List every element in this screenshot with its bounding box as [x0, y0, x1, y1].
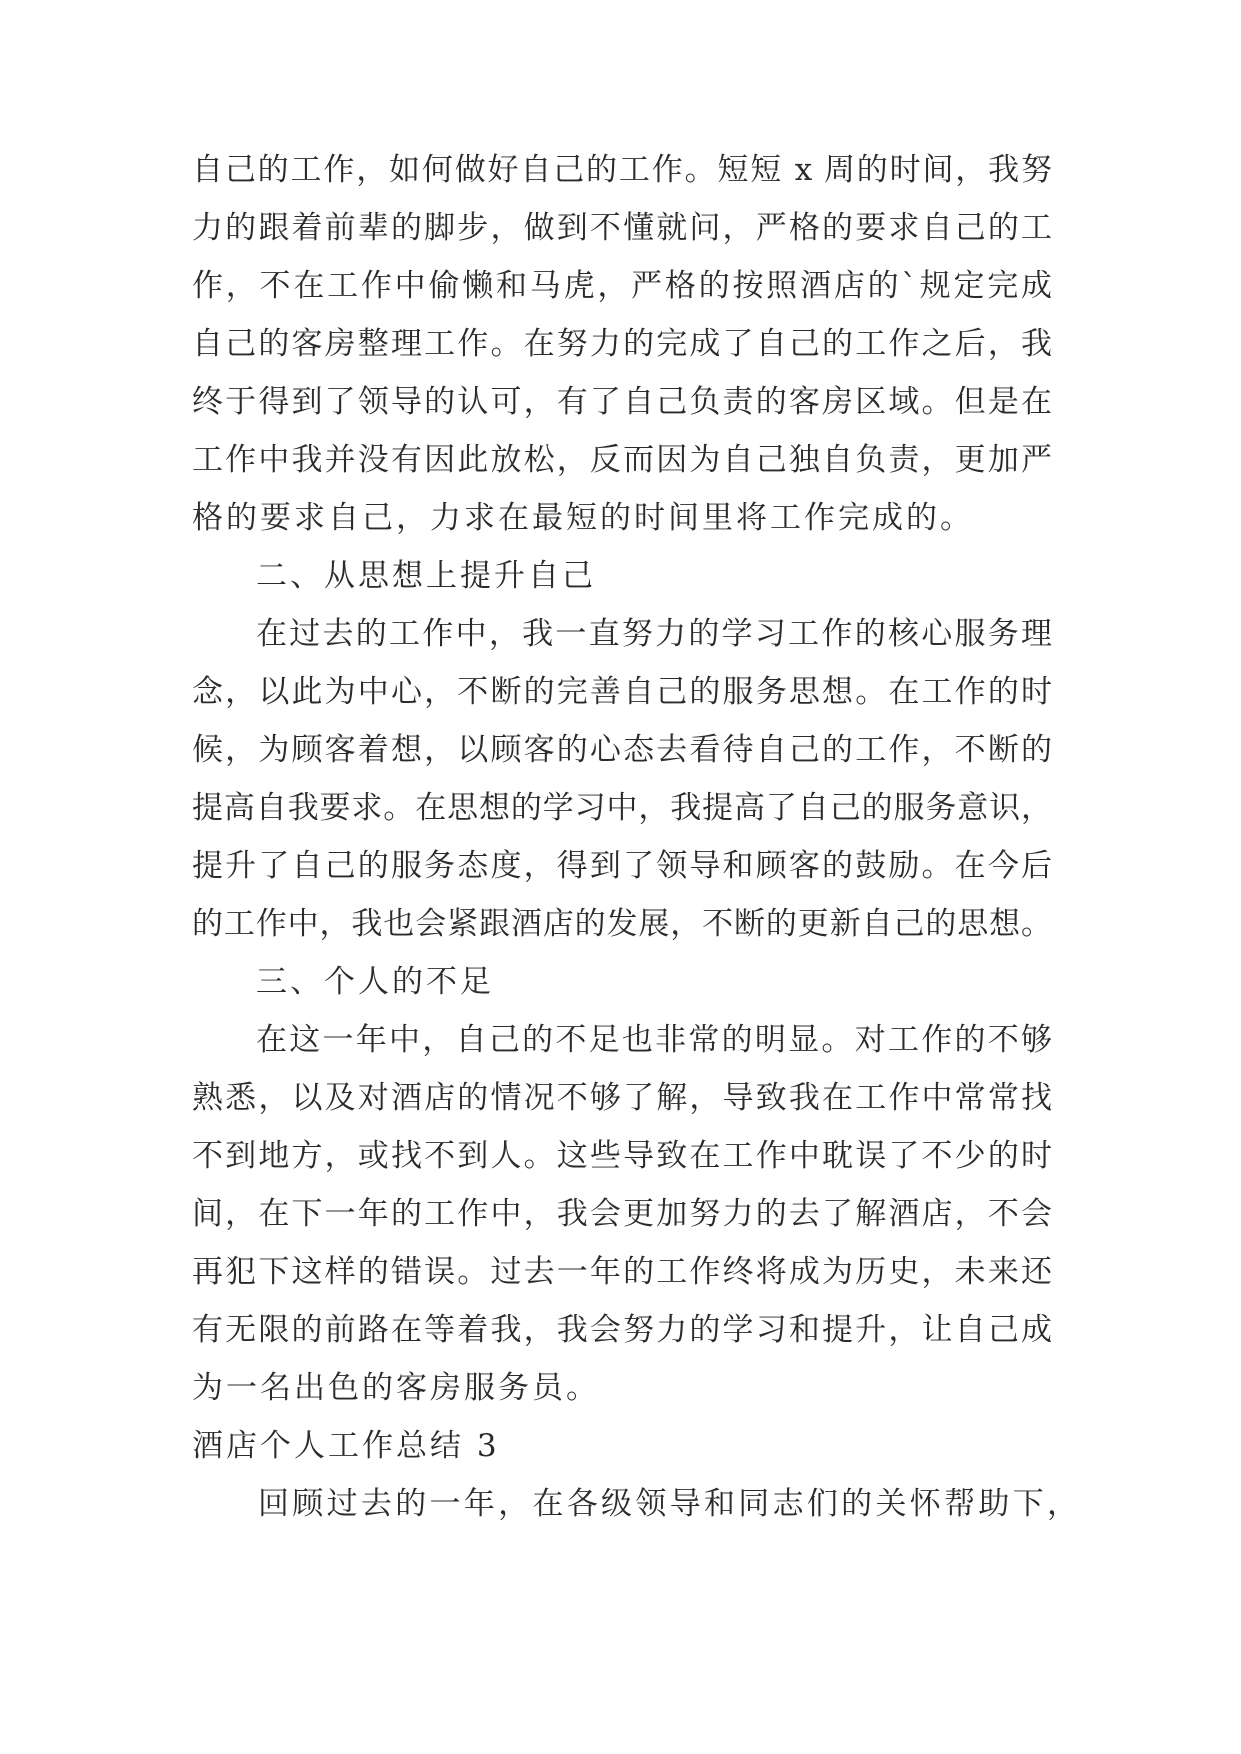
paragraph-line: 工作中我并没有因此放松，反而因为自己独自负责，更加严 [192, 442, 1052, 478]
paragraph-line: 终于得到了领导的认可，有了自己负责的客房区域。但是在 [192, 384, 1052, 420]
paragraph-line: 力的跟着前辈的脚步，做到不懂就问，严格的要求自己的工 [192, 210, 1052, 246]
paragraph-line: 不到地方，或找不到人。这些导致在工作中耽误了不少的时 [192, 1138, 1052, 1174]
paragraph-line: 熟悉，以及对酒店的情况不够了解，导致我在工作中常常找 [192, 1080, 1052, 1116]
paragraph-line: 提高自我要求。在思想的学习中，我提高了自己的服务意识， [192, 790, 1052, 826]
paragraph-line: 间，在下一年的工作中，我会更加努力的去了解酒店，不会 [192, 1196, 1052, 1232]
paragraph-line: 在过去的工作中，我一直努力的学习工作的核心服务理 [256, 616, 1052, 652]
paragraph-line: 自己的客房整理工作。在努力的完成了自己的工作之后，我 [192, 326, 1052, 362]
paragraph-line: 在这一年中，自己的不足也非常的明显。对工作的不够 [256, 1022, 1052, 1058]
paragraph-line: 格的要求自己，力求在最短的时间里将工作完成的。 [192, 500, 974, 536]
section-heading: 二、从思想上提升自己 [256, 558, 596, 594]
article-title: 酒店个人工作总结 3 [192, 1428, 500, 1464]
paragraph-line: 作，不在工作中偷懒和马虎，严格的按照酒店的`规定完成 [192, 268, 1052, 304]
paragraph-line: 自己的工作，如何做好自己的工作。短短 x 周的时间，我努 [192, 152, 1052, 188]
paragraph-line: 的工作中，我也会紧跟酒店的发展，不断的更新自己的思想。 [192, 906, 1052, 942]
paragraph-line: 为一名出色的客房服务员。 [192, 1370, 600, 1406]
paragraph-line: 提升了自己的服务态度，得到了领导和顾客的鼓励。在今后 [192, 848, 1052, 884]
paragraph-line: 候，为顾客着想，以顾客的心态去看待自己的工作，不断的 [192, 732, 1052, 768]
paragraph-line: 再犯下这样的错误。过去一年的工作终将成为历史，未来还 [192, 1254, 1052, 1290]
paragraph-line: 有无限的前路在等着我，我会努力的学习和提升，让自己成 [192, 1312, 1052, 1348]
paragraph-line: 回顾过去的一年，在各级领导和同志们的关怀帮助下， [258, 1486, 1078, 1522]
paragraph-line: 念，以此为中心，不断的完善自己的服务思想。在工作的时 [192, 674, 1052, 710]
section-heading: 三、个人的不足 [256, 964, 494, 1000]
